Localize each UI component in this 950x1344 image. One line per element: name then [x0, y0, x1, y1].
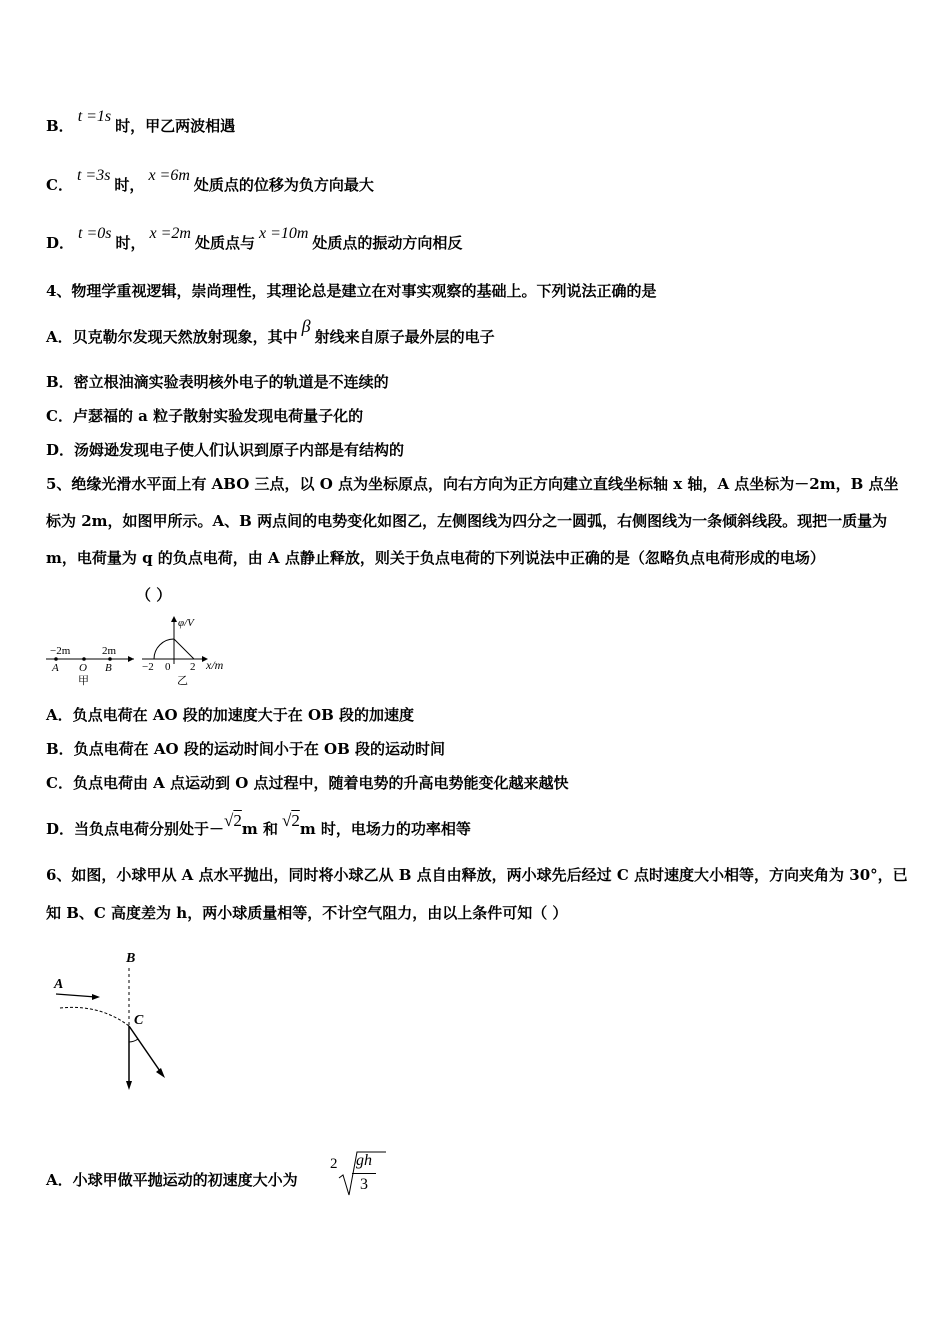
option-text: 时，: [114, 176, 145, 194]
sqrt-expr: √2: [281, 811, 300, 830]
q4-stem: 4、物理学重视逻辑，崇尚理性，其理论总是建立在对事实观察的基础上。下列说法正确的是: [46, 282, 657, 300]
numerator: gh: [356, 1152, 372, 1169]
option-text: 处质点的位移为负方向最大: [193, 176, 374, 194]
option-text: D．当负点电荷分别处于－: [46, 820, 225, 838]
option-text: m 和: [241, 820, 278, 838]
q6-option-a: [46, 1170, 298, 1190]
denominator: 3: [360, 1176, 368, 1193]
q4-option-c: C．卢瑟福的 a 粒子散射实验发现电荷量子化的: [46, 407, 364, 425]
option-c: [46, 167, 374, 196]
q5-option-b: B．负点电荷在 AO 段的运动时间小于在 OB 段的运动时间: [46, 740, 446, 758]
q4-option-d: D．汤姆逊发现电子使人们认识到原子内部是有结构的: [46, 441, 405, 459]
label-xm: x/m: [206, 658, 224, 672]
sqrt-radicand: 2: [233, 811, 242, 830]
sqrt-expr: √2: [224, 811, 242, 830]
math-expr: x =10m: [258, 225, 309, 242]
option-text: A．贝克勒尔发现天然放射现象，其中: [46, 328, 298, 346]
question-text: 5、绝缘光滑水平面上有 ABO 三点，以 O 点为坐标原点，向右方向为正方向建立直线坐标轴 x 轴，A 点坐标为－2m，B 点坐标为 2m，如图甲所示。A、B 两点间的电势变化如图乙，左侧图线为四分之一圆弧，右侧图线为一条倾斜线段。现把一质量为 m，电荷量为 q 的负点电荷，由 A 点静止释放，则关于负点电荷的下列说法中正确的是（忽略负点电荷形成的电场）: [46, 475, 899, 567]
q4-option-b: B．密立根油滴实验表明核外电子的轨道是不连续的: [46, 373, 389, 391]
q5-option-c: C．负点电荷由 A 点运动到 O 点过程中，随着电势的升高电势能变化越来越快: [46, 774, 569, 792]
q5-stem: [46, 466, 908, 614]
q6-figure: [50, 946, 180, 1096]
option-label: B．: [46, 117, 74, 135]
math-expr: β: [301, 316, 311, 336]
math-expr: t =3s: [76, 167, 111, 184]
label-b: B: [126, 951, 136, 966]
option-d: [46, 225, 463, 254]
label-b: B: [105, 662, 112, 674]
label-c: C: [134, 1013, 144, 1028]
label-a-coord: −2m: [50, 645, 71, 657]
option-text: 时，甲乙两波相遇: [115, 117, 236, 135]
math-expr: x =2m: [149, 225, 191, 242]
option-text: 射线来自原子最外层的电子: [314, 328, 495, 346]
answer-paren: （ ）: [136, 586, 172, 604]
label-a: A: [54, 977, 64, 992]
label-b-coord: 2m: [102, 645, 117, 657]
option-label: C．: [46, 176, 73, 194]
label-o: O: [79, 662, 87, 674]
option-b: [46, 108, 236, 137]
label-jia: 甲: [78, 675, 89, 687]
tick-0: 0: [165, 661, 171, 673]
option-text: 时，: [115, 234, 146, 252]
fraction-bar: [352, 1173, 376, 1174]
q4-option-a: [46, 316, 495, 347]
q5-figure: [44, 614, 244, 689]
math-expr: t =0s: [78, 225, 112, 242]
math-expr: x =6m: [148, 167, 190, 184]
option-text: 处质点的振动方向相反: [312, 234, 463, 252]
option-text: A．小球甲做平抛运动的初速度大小为: [46, 1171, 298, 1189]
label-a: A: [52, 662, 59, 674]
q5-option-d: [46, 811, 471, 839]
q6-stem: 6、如图，小球甲从 A 点水平抛出，同时将小球乙从 B 点自由释放，两小球先后经过 C 点时速度大小相等，方向夹角为 30°，已知 B、C 高度差为 h，两小球质量相等，不计空气阻力，由以上条件可知（ ）: [46, 866, 908, 922]
label-yi: 乙: [177, 675, 188, 687]
tick-minus2: −2: [142, 661, 154, 673]
tick-2: 2: [190, 661, 196, 673]
option-text: m 时，电场力的功率相等: [299, 820, 471, 838]
option-text: 处质点与: [194, 234, 255, 252]
math-expr: t =1s: [77, 108, 112, 125]
q5-option-a: A．负点电荷在 AO 段的加速度大于在 OB 段的加速度: [46, 706, 414, 724]
sqrt-radicand: 2: [291, 811, 300, 830]
coef: 2: [330, 1156, 338, 1172]
option-label: D．: [46, 234, 75, 252]
label-phi: φ/V: [178, 617, 194, 629]
